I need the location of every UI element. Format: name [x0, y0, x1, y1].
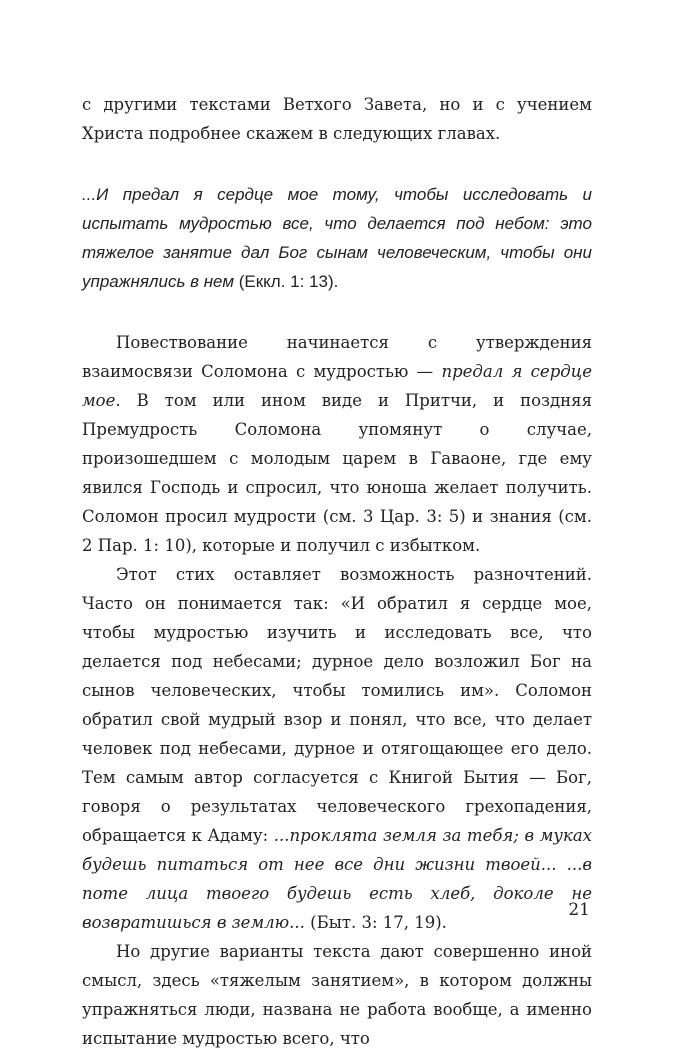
paragraph-2-italic: ...проклята земля за тебя; в муках будешь питаться от нее все дни жизни твоей... ...в поте лица твоего будешь есть хлеб, доколе не возвратишься в землю...: [82, 826, 592, 932]
page-body: [82, 90, 592, 1053]
paragraph-1-text-a: Повествование начинается с утверждения взаимосвязи Соломона с мудростью —: [82, 333, 592, 381]
paragraph-3: Но другие варианты текста дают совершенно иной смысл, здесь «тяжелым занятием», в котором должны упражняться люди, названа не работа вообще, а именно испытание мудростью всего, что: [82, 942, 592, 1048]
quote-text: ...И предал я сердце мое тому, чтобы исследовать и испытать мудростью все, что делается под небом: это тяжелое занятие дал Бог сынам человеческим, чтобы они упражнялись в нем: [82, 185, 592, 291]
paragraph-2-text-c: (Быт. 3: 17, 19).: [304, 913, 447, 932]
paragraph-1-text-c: . В том или ином виде и Притчи, и поздняя Премудрость Соломона упомянут о случае, произошедшем с молодым царем в Гаваоне, где ему явился Господь и спросил, что юноша желает получить. Соломон просил мудрости (см. 3 Цар. 3: 5) и знания (см. 2 Пар. 1: 10), которые и получил с избытком.: [82, 391, 592, 555]
scripture-quote: [82, 180, 592, 296]
paragraph-1-italic: предал я сердце мое: [82, 362, 592, 410]
quote-reference: (Еккл. 1: 13).: [233, 272, 339, 291]
intro-paragraph: с другими текстами Ветхого Завета, но и с учением Христа подробнее скажем в следующих главах.: [82, 95, 592, 143]
paragraph-2: [82, 560, 592, 937]
page-number: 21: [568, 900, 590, 920]
paragraph-2-text-a: Этот стих оставляет возможность разночтений. Часто он понимается так: «И обратил я сердце мое, чтобы мудростью изучить и исследовать все, что делается под небесами; дурное дело возложил Бог на сынов человеческих, чтобы томились им». Соломон обратил свой мудрый взор и понял, что все, что делает человек под небесами, дурное и отягощающее его дело. Тем самым автор согласуется с Книгой Бытия — Бог, говоря о результатах человеческого грехопадения, обращается к Адаму:: [82, 565, 592, 845]
paragraph-1: [82, 328, 592, 560]
